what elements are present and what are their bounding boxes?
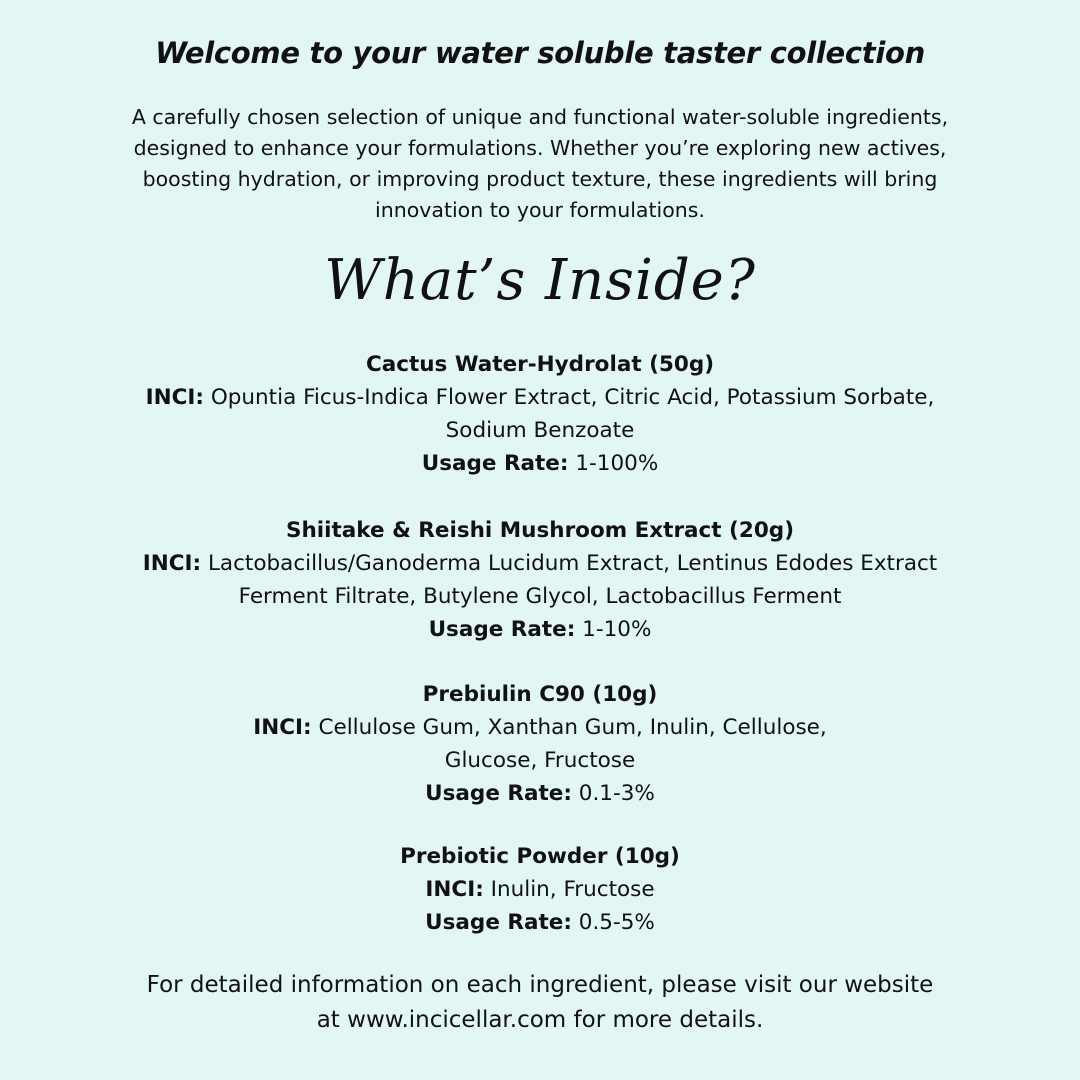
ingredient-name: Prebiulin C90 (10g) <box>422 682 658 707</box>
footer-note: For detailed information on each ingredient, please visit our website at www.incicellar.com for more details. <box>146 972 934 1033</box>
inci-label: INCI: <box>142 551 202 576</box>
usage-value: 0.1-3% <box>578 781 655 806</box>
usage-value: 1-100% <box>575 451 659 476</box>
ingredient-usage <box>130 447 950 480</box>
ingredient-usage <box>130 777 950 810</box>
usage-label: Usage Rate: <box>425 910 572 935</box>
ingredient-usage <box>130 613 950 646</box>
inci-value: Lactobacillus/Ganoderma Lucidum Extract, Lentinus Edodes Extract Ferment Filtrate, Butylene Glycol, Lactobacillus Ferment <box>207 551 938 609</box>
ingredient-section <box>130 514 950 646</box>
ingredient-inci <box>130 873 950 906</box>
usage-label: Usage Rate: <box>425 781 572 806</box>
inci-value: Opuntia Ficus-Indica Flower Extract, Citric Acid, Potassium Sorbate, Sodium Benzoate <box>210 385 935 443</box>
inci-value: Inulin, Fructose <box>490 877 655 902</box>
usage-value: 1-10% <box>582 617 652 642</box>
usage-value: 0.5-5% <box>578 910 655 935</box>
ingredient-inci <box>130 711 950 777</box>
usage-label: Usage Rate: <box>421 451 569 476</box>
inci-label: INCI: <box>253 715 312 740</box>
ingredient-name: Shiitake & Reishi Mushroom Extract (20g) <box>285 518 795 543</box>
ingredient-usage <box>130 906 950 939</box>
ingredient-inci <box>130 381 950 447</box>
ingredient-section <box>130 678 950 810</box>
ingredient-name: Cactus Water-Hydrolat (50g) <box>365 352 715 377</box>
ingredient-section <box>130 348 950 480</box>
inci-label: INCI: <box>145 385 204 410</box>
ingredient-section <box>130 840 950 939</box>
ingredient-inci <box>130 547 950 613</box>
inci-label: INCI: <box>425 877 484 902</box>
intro-paragraph: A carefully chosen selection of unique and functional water-soluble ingredients, designed to enhance your formulations. Whether you’re exploring new actives, boosting hydration, or improving product texture, these ingredients will bring innovation to your formulations. <box>131 105 949 222</box>
ingredient-name: Prebiotic Powder (10g) <box>400 844 680 869</box>
page-title: Welcome to your water soluble taster collection <box>155 36 925 70</box>
whats-inside-heading: What’s Inside? <box>324 248 756 313</box>
inci-value: Cellulose Gum, Xanthan Gum, Inulin, Cellulose, Glucose, Fructose <box>318 715 827 773</box>
usage-label: Usage Rate: <box>428 617 576 642</box>
